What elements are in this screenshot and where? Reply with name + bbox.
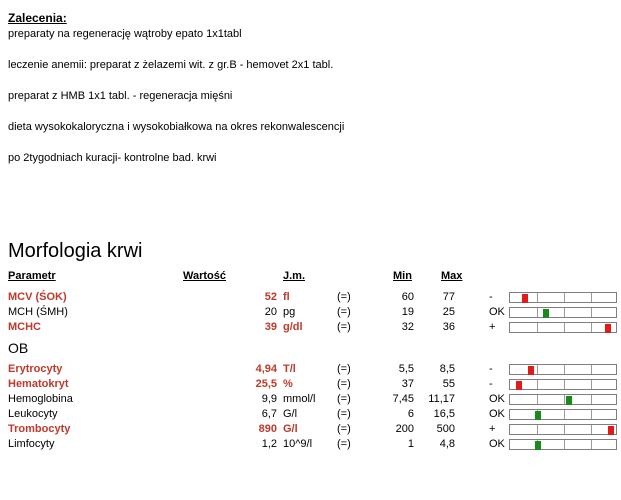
range-bar: [509, 292, 617, 303]
cell-value: 52: [264, 291, 277, 303]
range-marker: [566, 396, 572, 405]
cell-eq: (=): [337, 363, 351, 375]
cell-flag: +: [489, 321, 496, 333]
cell-min: 200: [395, 423, 414, 435]
table-row: [0, 362, 621, 377]
range-bar-divider: [564, 293, 565, 302]
cell-max: 500: [436, 423, 455, 435]
cell-eq: (=): [337, 393, 351, 405]
range-bar-divider: [591, 380, 592, 389]
cell-flag: +: [489, 423, 496, 435]
cell-unit: g/dl: [283, 321, 303, 333]
range-bar-divider: [564, 308, 565, 317]
recommendations-title: Zalecenia:: [8, 11, 67, 25]
recommendation-line: preparaty na regenerację wątroby epato 1x1tabl: [8, 28, 242, 40]
cell-unit: G/l: [283, 408, 298, 420]
range-bar: [509, 394, 617, 405]
range-bar: [509, 322, 617, 333]
cell-name: Hemoglobina: [8, 393, 73, 405]
table-row: [0, 422, 621, 437]
range-bar-divider: [591, 293, 592, 302]
table-row: [0, 290, 621, 305]
cell-flag: OK: [489, 306, 505, 318]
cell-min: 7,45: [392, 393, 414, 405]
range-bar-divider: [591, 323, 592, 332]
range-bar-divider: [591, 440, 592, 449]
range-bar-divider: [564, 323, 565, 332]
cell-name: Erytrocyty: [8, 363, 63, 375]
group-label: OB: [8, 340, 29, 356]
range-bar: [509, 379, 617, 390]
cell-value: 1,2: [261, 438, 277, 450]
range-bar-divider: [564, 365, 565, 374]
table-row: [0, 437, 621, 452]
range-bar-divider: [591, 365, 592, 374]
range-marker: [522, 294, 528, 303]
recommendation-line: dieta wysokokaloryczna i wysokobiałkowa na okres rekonwalescencji: [8, 121, 345, 133]
range-marker: [528, 366, 534, 375]
cell-name: MCHC: [8, 321, 41, 333]
cell-min: 60: [401, 291, 414, 303]
cell-min: 1: [407, 438, 414, 450]
cell-unit: pg: [283, 306, 296, 318]
header-unit: J.m.: [283, 270, 306, 282]
cell-eq: (=): [337, 408, 351, 420]
range-marker: [605, 324, 611, 333]
cell-eq: (=): [337, 438, 351, 450]
cell-eq: (=): [337, 321, 351, 333]
table-row: [0, 392, 621, 407]
range-bar-divider: [537, 323, 538, 332]
cell-unit: 10^9/l: [283, 438, 313, 450]
cell-eq: (=): [337, 291, 351, 303]
range-bar-divider: [537, 425, 538, 434]
cell-min: 19: [401, 306, 414, 318]
cell-eq: (=): [337, 423, 351, 435]
cell-unit: %: [283, 378, 293, 390]
range-bar-divider: [564, 395, 565, 404]
table-row: [0, 377, 621, 392]
range-marker: [516, 381, 522, 390]
range-bar-divider: [564, 410, 565, 419]
cell-max: 8,5: [439, 363, 455, 375]
range-bar-divider: [591, 395, 592, 404]
cell-name: MCV (ŚOK): [8, 291, 67, 303]
cell-max: 11,17: [428, 393, 455, 405]
cell-unit: fl: [283, 291, 290, 303]
table-row: [0, 320, 621, 335]
range-bar-divider: [537, 395, 538, 404]
range-bar-divider: [537, 293, 538, 302]
range-bar: [509, 439, 617, 450]
range-bar-divider: [537, 308, 538, 317]
recommendation-line: preparat z HMB 1x1 tabl. - regeneracja mięśni: [8, 90, 233, 102]
cell-min: 37: [401, 378, 414, 390]
range-marker: [535, 441, 541, 450]
recommendation-line: leczenie anemii: preparat z żelazemi wit. z gr.B - hemovet 2x1 tabl.: [8, 59, 334, 71]
range-bar: [509, 409, 617, 420]
cell-max: 4,8: [439, 438, 455, 450]
cell-min: 5,5: [398, 363, 414, 375]
recommendation-line: po 2tygodniach kuracji- kontrolne bad. krwi: [8, 152, 217, 164]
table-row: [0, 305, 621, 320]
cell-value: 890: [258, 423, 277, 435]
cell-value: 6,7: [261, 408, 277, 420]
range-bar-divider: [537, 380, 538, 389]
cell-min: 32: [401, 321, 414, 333]
cell-value: 9,9: [261, 393, 277, 405]
cell-flag: OK: [489, 438, 505, 450]
range-bar-divider: [591, 308, 592, 317]
table-row: [0, 407, 621, 422]
section-title: Morfologia krwi: [8, 240, 143, 262]
cell-flag: -: [489, 291, 493, 303]
range-bar-divider: [564, 380, 565, 389]
cell-eq: (=): [337, 378, 351, 390]
cell-max: 36: [442, 321, 455, 333]
cell-value: 25,5: [255, 378, 277, 390]
cell-name: Leukocyty: [8, 408, 58, 420]
cell-value: 20: [264, 306, 277, 318]
range-bar: [509, 424, 617, 435]
cell-flag: OK: [489, 408, 505, 420]
cell-name: Trombocyty: [8, 423, 71, 435]
cell-name: MCH (ŚMH): [8, 306, 68, 318]
cell-name: Limfocyty: [8, 438, 55, 450]
cell-max: 55: [442, 378, 455, 390]
cell-name: Hematokryt: [8, 378, 69, 390]
cell-unit: G/l: [283, 423, 298, 435]
header-value: Wartość: [183, 270, 226, 282]
range-bar-divider: [591, 425, 592, 434]
range-bar-divider: [564, 440, 565, 449]
cell-flag: OK: [489, 393, 505, 405]
header-max: Max: [441, 270, 463, 282]
header-min: Min: [393, 270, 412, 282]
cell-value: 39: [264, 321, 277, 333]
cell-max: 25: [442, 306, 455, 318]
cell-max: 77: [442, 291, 455, 303]
range-bar-divider: [591, 410, 592, 419]
cell-flag: -: [489, 378, 493, 390]
range-bar-divider: [564, 425, 565, 434]
header-parameter: Parametr: [8, 270, 56, 282]
cell-unit: mmol/l: [283, 393, 316, 405]
cell-value: 4,94: [255, 363, 277, 375]
cell-flag: -: [489, 363, 493, 375]
cell-max: 16,5: [433, 408, 455, 420]
range-marker: [608, 426, 614, 435]
cell-min: 6: [407, 408, 414, 420]
range-marker: [543, 309, 549, 318]
cell-unit: T/l: [283, 363, 296, 375]
range-bar-divider: [537, 365, 538, 374]
range-bar: [509, 307, 617, 318]
cell-eq: (=): [337, 306, 351, 318]
range-bar: [509, 364, 617, 375]
range-marker: [535, 411, 541, 420]
